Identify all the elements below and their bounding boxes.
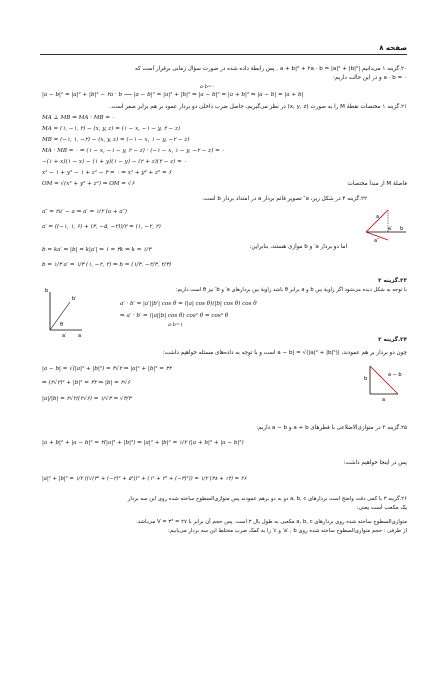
s21-l6: x² − ۱ + y² − ۱ + z² − ۴ = ۰ ⇒ x² + y² + z² = ۶ <box>42 170 172 176</box>
s23-figure <box>44 286 88 338</box>
s24-label-a: a <box>382 397 386 402</box>
s24-l4: |a|/|b| = ۲√۲/(۲√۶) = ۱/√۳ = √۳/۳ <box>42 396 132 402</box>
s22-label-a1: a′ <box>388 226 393 232</box>
s25-l1: |a + b|² + |a − b|² = ۲(|a|² + |b|²) ⇒ |a|² + |b|² = ۱/۲ (|a + b|² + |a − b|²) <box>42 440 244 446</box>
s23-theta: θ <box>60 322 64 328</box>
s22-l3: b = ka′ ⇒ |b| = k|a′| ⇒ ۱ = ۳k ⇒ k = ۱/۳ <box>42 247 152 253</box>
s23-l3: ⇒ a′ · b′ = (|a||b| cos θ) cos² θ = cos³ θ <box>120 313 229 319</box>
s24-l2: |a − b| = √(|a|² + |b|²) = ۴√۲ ⇒ |a|² + |b|² = ۳۲ <box>42 366 172 372</box>
s23-l1: با توجه به شکل دیده می‌شود اگر زاویهٔ بین b و a برابر θ باشد زاویهٔ بین بردارهای a′ و b′ نیز θ است داریم: <box>175 287 407 293</box>
s26-l4: از طرفی : حجم متوازی‌السطوح ساخته شده روی a′ , b′ و c′ را به کمک ضرب مختلط این سه بردار می‌یابیم: <box>167 528 407 534</box>
s20-line2: a · b = ۰ و در این حالت داریم: <box>333 75 407 81</box>
s23-title: ۲۳.گزینه ۲ <box>378 278 407 284</box>
s23-under: a·b=۱ <box>168 322 183 328</box>
s24-l3: ⇒ (۲√۲)² + |b|² = ۳۲ ⇒ |b| = ۲√۶ <box>42 380 131 386</box>
s20-over: a·b=۰ <box>200 84 215 90</box>
s21-l1: MA ⊥ MB ⇒ MA · MB = ۰ <box>42 115 115 121</box>
s26-l1: ۲۶.گزینه ۳ با کمی دقت واضح است بردارهای a, b, c دو به دو برهم عمودند پس متوازی‌السطوح ساخته شده روی این سه بردار <box>127 496 407 502</box>
s25-mid: پس در اینجا خواهیم داشت: <box>343 460 407 466</box>
s21-l7-text: فاصلهٔ M از مبدأ مختصات <box>347 181 407 187</box>
s26-l2: یک مکعب است یعنی: <box>356 505 407 511</box>
s23-label-a: a <box>78 333 82 338</box>
s21-l2: MA = (۱, −۱, ۲) − (x, y, z) = (۱ − x, −۱ − y, ۲ − z) <box>42 126 181 132</box>
s22-label-a2: a″ <box>374 238 379 242</box>
s22-l2: a′ = ((−۱, ۱, ۶) + (۳, −۵, −۲))/۲ = (۱, −۲, ۲) <box>42 224 161 230</box>
s21-l4: MA · MB = ۰ ⇒ (۱ − x, −۱ − y, ۲ − z) · (−۱ − x, ۱ − y, −۲ − z) = ۰ <box>42 148 225 154</box>
s21-title: ۲۱.گزینه ۱ مختصات نقطهٔ M را به صورت (x, y, z) در نظر می‌گیریم، حاصل ضرب داخلی دو بردار عمود بر هم برابر صفر است. <box>109 104 407 110</box>
s23-label-b1: b′ <box>72 296 77 302</box>
s22-l4: b = ۱/۳ a′ = ۱/۳ (۱, −۲, ۲) ⇒ b = (۱/۳, −۲/۳, ۲/۳) <box>42 262 172 268</box>
s23-label-b: b <box>45 288 49 294</box>
s24-label-b: b <box>364 376 368 382</box>
s22-figure <box>362 202 410 242</box>
s21-l5: −(۱ + x)(۱ − x) − (۱ + y)(۱ − y) − (۲ + z)(۲ − z) = ۰ <box>42 159 187 165</box>
s20-eq: |a − b|² = |a|² + |b|² − ۲a · b ⟶ |a − b|² = |a|² + |b|² ⇒ |a − b|² = |a + b|² ⇒ |a − b| = |a + b| <box>42 92 304 98</box>
s21-l7-eq: OM = √(x² + y² + z²) ⇒ OM = √۶ <box>42 181 135 187</box>
header-rule <box>40 54 407 55</box>
s21-l3: MB = (−۱, ۱, −۲) − (x, y, z) = (−۱ − x, ۱ − y, −۲ − z) <box>42 137 190 143</box>
page-header: صفحه ۸ <box>379 44 407 52</box>
s22-label-b: b <box>400 226 404 232</box>
s24-amb-line <box>370 366 398 394</box>
s23-label-a1: a′ <box>62 333 67 338</box>
s25-l2: |a|² + |b|² = ۱/۲ ((√(۳² + (−۲)² + ۵²))² + (۱² + ۲² + (−۳)²)) = ۱/۲ (۳۸ + ۱۴) = ۲۶ <box>42 476 247 482</box>
s24-label-amb: a − b <box>388 372 402 378</box>
s23-l2: a′ · b′ = |a′||b′| cos θ = (|a| cos θ)(|b| cos θ) cos θ <box>120 301 257 307</box>
s26-l3: متوازی‌السطوح ساخته شده روی بردارهای a, b, c مکعبی به طول یال ۳ است. پس حجم آن برابر با V = ۳³ = ۲۷ می‌باشد. <box>136 519 407 525</box>
s20-line1: ۲۰.گزینه ۱ می‌دانیم |a + b|² + ۲a · b = |a|² + |b|² , پس رابطهٔ داده شده در صورت سؤال زمانی برقرار است که <box>134 66 407 72</box>
s22-title: ۲۲.گزینه ۴ در شکل زیر، a″ تصویر قائم بردار a در امتداد بردار b است. <box>202 196 367 202</box>
s24-l1: چون دو بردار بر هم عمودند، |a − b| = √(|a|² + |b|²) است و با توجه به داده‌های مسئله خواهیم داشت: <box>162 350 407 356</box>
s24-title: ۲۴.گزینه ۲ <box>378 337 407 343</box>
s22-note: اما دو بردار a′ و b موازی هستند، بنابراین: <box>249 244 347 250</box>
s25-title: ۲۵.گزینه ۳ در متوازی‌الاضلاعی با قطرهای a + b و a − b داریم: <box>256 425 407 431</box>
s22-label-a: a <box>376 214 380 220</box>
s22-l1: a″ = ۲a′ − a ⇒ a′ = ۱/۲ (a + a″) <box>42 209 127 215</box>
s24-figure <box>350 358 408 402</box>
